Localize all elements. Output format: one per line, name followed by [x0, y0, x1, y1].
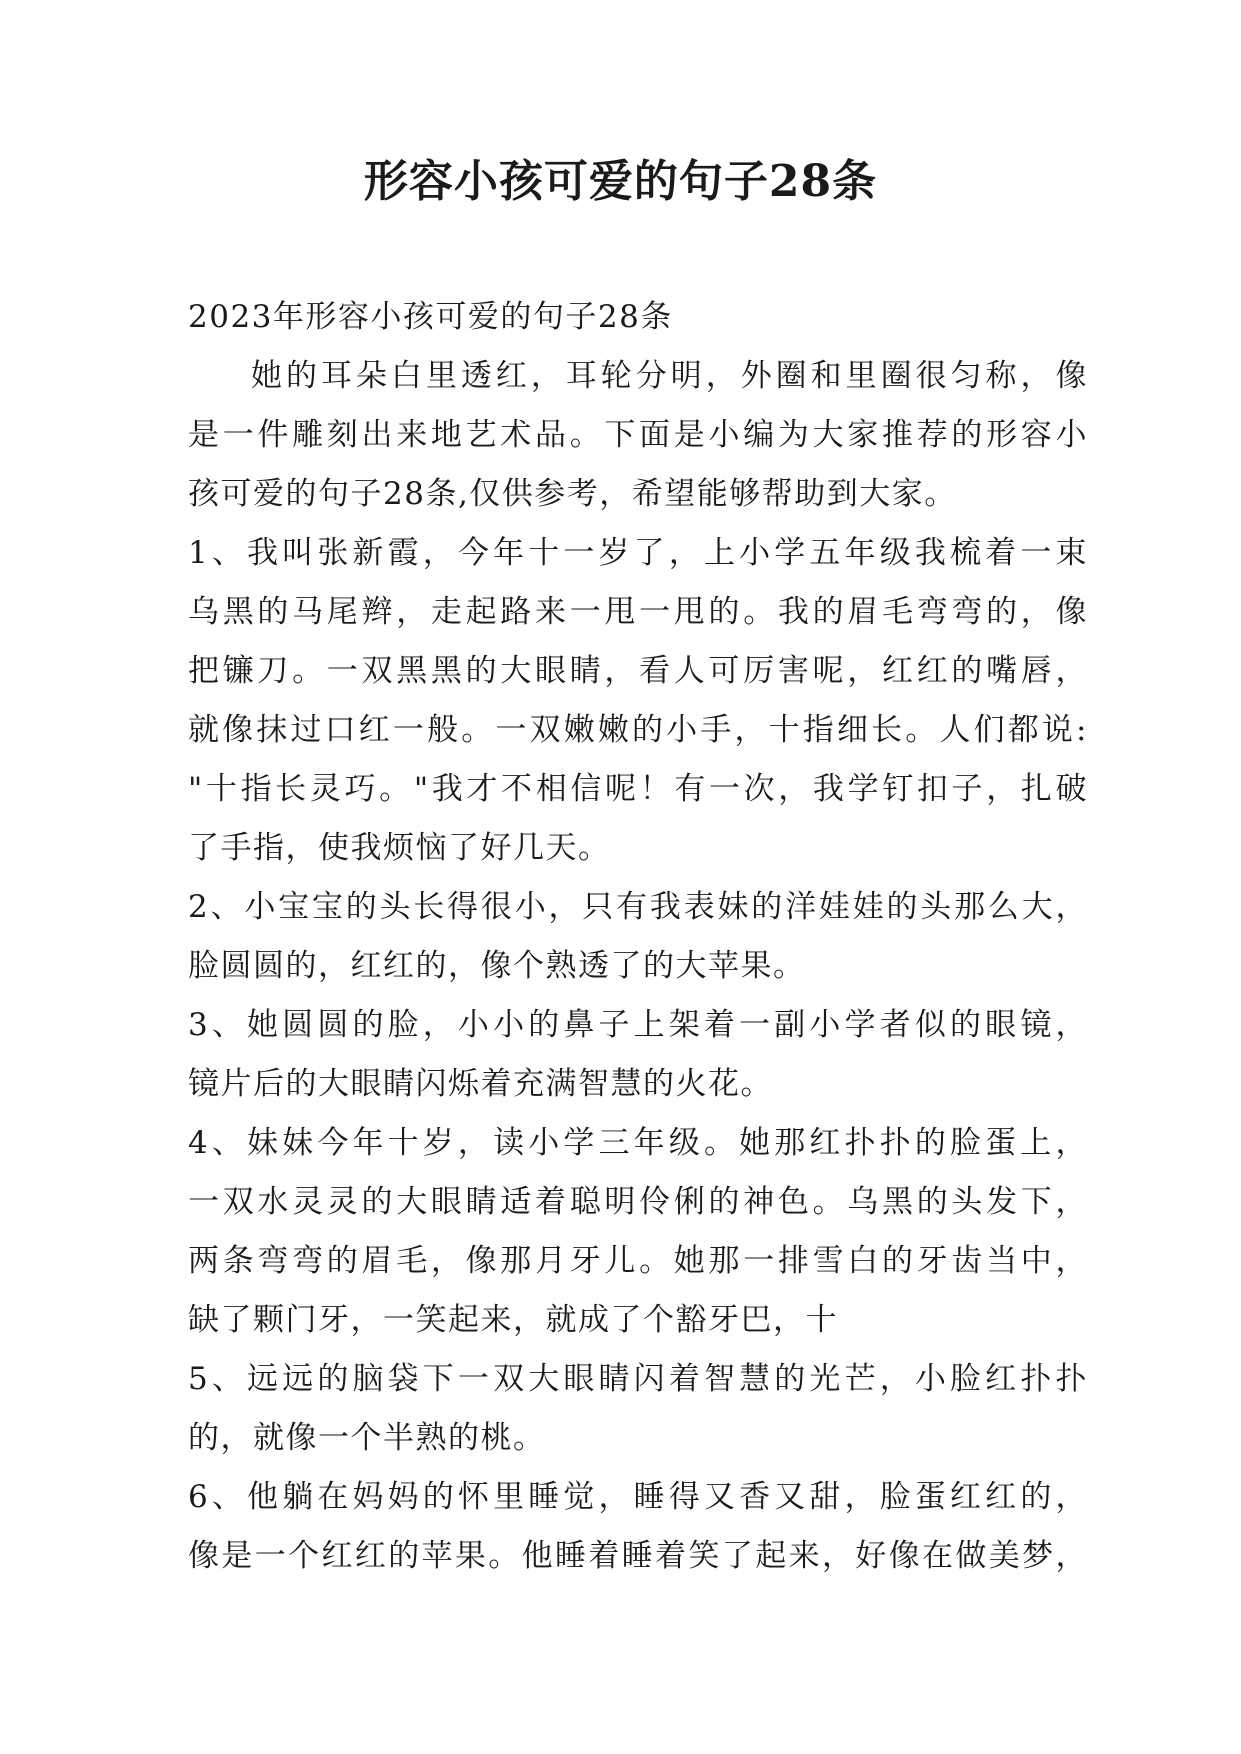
body-line: 6、他躺在妈妈的怀里睡觉，睡得又香又甜，脸蛋红红的，: [188, 1479, 1088, 1515]
body-line: 的，就像一个半熟的桃。: [188, 1420, 546, 1456]
body-line: 4、妹妹今年十岁，读小学三年级。她那红扑扑的脸蛋上，: [188, 1125, 1088, 1161]
body-line: 两条弯弯的眉毛，像那月牙儿。她那一排雪白的牙齿当中，: [188, 1243, 1088, 1279]
body-line: 是一件雕刻出来地艺术品。下面是小编为大家推荐的形容小: [188, 417, 1088, 453]
document-subtitle: 2023年形容小孩可爱的句子28条: [188, 299, 673, 335]
body-line: 5、远远的脑袋下一双大眼睛闪着智慧的光芒，小脸红扑扑: [188, 1361, 1088, 1397]
document-title: 形容小孩可爱的句子28条: [363, 156, 878, 207]
body-line: 镜片后的大眼睛闪烁着充满智慧的火花。: [188, 1066, 773, 1102]
body-line: "十指长灵巧。"我才不相信呢！有一次，我学钉扣子，扎破: [188, 771, 1088, 807]
body-line: 脸圆圆的，红红的，像个熟透了的大苹果。: [188, 948, 806, 984]
body-line: 把镰刀。一双黑黑的大眼睛，看人可厉害呢，红红的嘴唇，: [188, 653, 1088, 689]
body-line: 孩可爱的句子28条,仅供参考，希望能够帮助到大家。: [188, 476, 957, 512]
body-line: 她的耳朵白里透红，耳轮分明，外圈和里圈很匀称，像: [251, 358, 1088, 394]
document-body: [188, 288, 1088, 1586]
body-line: 2、小宝宝的头长得很小，只有我表妹的洋娃娃的头那么大，: [188, 889, 1088, 925]
body-line: 像是一个红红的苹果。他睡着睡着笑了起来，好像在做美梦，: [188, 1538, 1088, 1574]
body-line: 3、她圆圆的脸，小小的鼻子上架着一副小学者似的眼镜，: [188, 1007, 1088, 1043]
body-line: 一双水灵灵的大眼睛适着聪明伶俐的神色。乌黑的头发下，: [188, 1184, 1088, 1220]
body-line: 就像抹过口红一般。一双嫩嫩的小手，十指细长。人们都说:: [188, 712, 1088, 748]
body-line: 了手指，使我烦恼了好几天。: [188, 830, 611, 866]
body-line: 乌黑的马尾辫，走起路来一甩一甩的。我的眉毛弯弯的，像: [188, 594, 1088, 630]
body-line: 1、我叫张新霞，今年十一岁了，上小学五年级我梳着一束: [188, 535, 1088, 571]
body-line: 缺了颗门牙，一笑起来，就成了个豁牙巴，十: [188, 1302, 838, 1338]
